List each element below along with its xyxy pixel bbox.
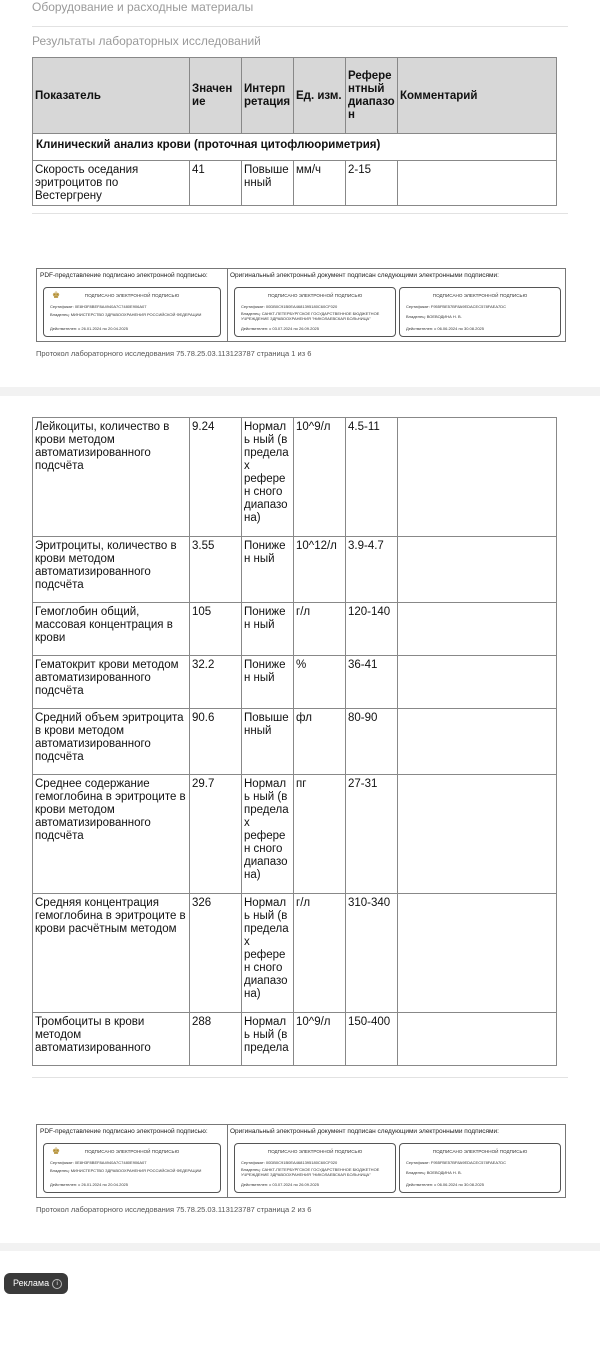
cell-unit: г/л (294, 603, 346, 656)
cell-interpretation: Нормаль ный (в предела (242, 1013, 294, 1066)
table-row (33, 418, 557, 537)
cell-unit: г/л (294, 894, 346, 1013)
stamp-valid: Действителен: с 26.01.2024 по 20.04.2025 (50, 1182, 128, 1187)
cell-value: 32.2 (190, 656, 242, 709)
divider (32, 1077, 568, 1078)
cell-interpretation: Понижен ный (242, 537, 294, 603)
table-row (33, 775, 557, 894)
cell-value: 105 (190, 603, 242, 656)
pdf-signature-panel (37, 269, 228, 341)
group-title: Клинический анализ крови (проточная цитофлюориметрия) (33, 134, 557, 161)
cell-comment (398, 603, 557, 656)
stamp-cert: Сертификат: 00DB0C91B0EA4681395180C60CF020 (241, 304, 338, 309)
cell-value: 90.6 (190, 709, 242, 775)
cell-indicator: Лейкоциты, количество в крови методом автоматизированного подсчёта (33, 418, 190, 537)
emblem-icon: ♚ (52, 290, 61, 300)
table-row (33, 709, 557, 775)
cell-unit: фл (294, 709, 346, 775)
header-interpretation: Интерпретация (242, 58, 294, 134)
divider (32, 213, 568, 214)
cell-interpretation: Понижен ный (242, 603, 294, 656)
cell-reference: 2-15 (346, 161, 398, 206)
original-signature-label: Оригинальный электронный документ подписан следующими электронными подписями: (230, 1128, 499, 1135)
cell-indicator: Эритроциты, количество в крови методом автоматизированного подсчёта (33, 537, 190, 603)
cell-value: 288 (190, 1013, 242, 1066)
cell-interpretation: Нормаль ный (в предела х референ сного диапазо на) (242, 775, 294, 894)
cell-reference: 27-31 (346, 775, 398, 894)
header-unit: Ед. изм. (294, 58, 346, 134)
cell-indicator: Средняя концентрация гемоглобина в эритроците в крови расчётным методом (33, 894, 190, 1013)
signature-stamp-doctor (399, 287, 561, 337)
signature-stamp-doctor (399, 1143, 561, 1193)
stamp-title: ПОДПИСАНО ЭЛЕКТРОННОЙ ПОДПИСЬЮ (84, 1149, 180, 1154)
stamp-owner: Владелец: ВОЕВОДИНА Н. В. (406, 1170, 462, 1175)
header-comment: Комментарий (398, 58, 557, 134)
page-break (0, 387, 600, 396)
cell-interpretation: Понижен ный (242, 656, 294, 709)
section-title-results: Результаты лабораторных исследований (32, 34, 261, 48)
table-row (33, 537, 557, 603)
stamp-valid: Действителен: с 06.06.2024 по 30.08.2025 (406, 326, 484, 331)
header-reference: Референтный диапазон (346, 58, 398, 134)
header-value: Значение (190, 58, 242, 134)
table-row (33, 161, 557, 206)
cell-indicator: Тромбоциты в крови методом автоматизированного (33, 1013, 190, 1066)
cell-interpretation: Нормаль ный (в предела х референ сного диапазо на) (242, 894, 294, 1013)
info-icon[interactable]: i (52, 1279, 62, 1289)
cell-indicator: Гематокрит крови методом автоматизированного подсчёта (33, 656, 190, 709)
stamp-valid: Действителен: с 26.01.2024 по 20.04.2025 (50, 326, 128, 331)
signature-stamp-hospital (234, 1143, 396, 1193)
section-title-equipment: Оборудование и расходные материалы (32, 0, 254, 14)
cell-indicator: Средний объем эритроцита в крови методом автоматизированного подсчёта (33, 709, 190, 775)
cell-unit: 10^12/л (294, 537, 346, 603)
stamp-title: ПОДПИСАНО ЭЛЕКТРОННОЙ ПОДПИСЬЮ (84, 293, 180, 298)
original-signature-label: Оригинальный электронный документ подписан следующими электронными подписями: (230, 272, 499, 279)
cell-interpretation: Повыше нный (242, 709, 294, 775)
cell-unit: мм/ч (294, 161, 346, 206)
stamp-cert: Сертификат: 0E8H3F8BEF8A4940A7C7480E906A07 (50, 1160, 147, 1165)
signature-block-page1 (36, 268, 566, 342)
divider (32, 26, 568, 27)
cell-unit: 10^9/л (294, 1013, 346, 1066)
emblem-icon: ♚ (52, 1146, 61, 1156)
pdf-signature-panel (37, 1125, 228, 1197)
stamp-cert: Сертификат: F955FBE57BF8A9EDACEC578FAEA7DC (406, 304, 507, 309)
stamp-valid: Действителен: с 03.07.2024 по 26.09.2025 (241, 1182, 319, 1187)
page-break (0, 1243, 600, 1251)
stamp-title: ПОДПИСАНО ЭЛЕКТРОННОЙ ПОДПИСЬЮ (267, 1149, 363, 1154)
cell-interpretation: Повышенный (242, 161, 294, 206)
cell-comment (398, 709, 557, 775)
cell-value: 3.55 (190, 537, 242, 603)
protocol-footer-page1: Протокол лабораторного исследования 75.78.25.03.113123787 страница 1 из 6 (36, 349, 312, 358)
cell-reference: 120-140 (346, 603, 398, 656)
cell-comment (398, 537, 557, 603)
cell-value: 326 (190, 894, 242, 1013)
table-row (33, 656, 557, 709)
cell-value: 29.7 (190, 775, 242, 894)
cell-indicator: Среднее содержание гемоглобина в эритроците в крови методом автоматизированного подсчёта (33, 775, 190, 894)
results-table-page2 (32, 417, 557, 1066)
ad-label: Реклама (13, 1278, 50, 1288)
table-row (33, 894, 557, 1013)
header-indicator: Показатель (33, 58, 190, 134)
cell-unit: пг (294, 775, 346, 894)
stamp-owner: Владелец: САНКТ-ПЕТЕРБУРГСКОЕ ГОСУДАРСТВЕННОЕ БЮДЖЕТНОЕ УЧРЕЖДЕНИЕ ЗДРАВООХРАНЕНИЯ "НИКОЛАЕВСКАЯ БОЛЬНИЦА" (241, 1167, 380, 1177)
cell-reference: 3.9-4.7 (346, 537, 398, 603)
cell-unit: 10^9/л (294, 418, 346, 537)
stamp-cert: Сертификат: 0E8H3F8BEF8A4940A7C7480E906A07 (50, 304, 147, 309)
stamp-owner: Владелец: САНКТ-ПЕТЕРБУРГСКОЕ ГОСУДАРСТВЕННОЕ БЮДЖЕТНОЕ УЧРЕЖДЕНИЕ ЗДРАВООХРАНЕНИЯ "НИКОЛАЕВСКАЯ БОЛЬНИЦА" (241, 311, 380, 321)
cell-reference: 150-400 (346, 1013, 398, 1066)
cell-reference: 4.5-11 (346, 418, 398, 537)
stamp-owner: Владелец: ВОЕВОДИНА Н. В. (406, 314, 462, 319)
cell-comment (398, 418, 557, 537)
signature-block-page2 (36, 1124, 566, 1198)
group-row (33, 134, 557, 161)
cell-unit: % (294, 656, 346, 709)
cell-comment (398, 894, 557, 1013)
table-row (33, 1013, 557, 1066)
cell-value: 9.24 (190, 418, 242, 537)
cell-interpretation: Нормаль ный (в предела х референ сного диапазо на) (242, 418, 294, 537)
ad-badge[interactable] (4, 1273, 68, 1294)
cell-comment (398, 161, 557, 206)
stamp-title: ПОДПИСАНО ЭЛЕКТРОННОЙ ПОДПИСЬЮ (267, 293, 363, 298)
cell-reference: 36-41 (346, 656, 398, 709)
table-header-row (33, 58, 557, 134)
cell-comment (398, 775, 557, 894)
stamp-title: ПОДПИСАНО ЭЛЕКТРОННОЙ ПОДПИСЬЮ (432, 1149, 528, 1154)
stamp-owner: Владелец: МИНИСТЕРСТВО ЗДРАВООХРАНЕНИЯ РОССИЙСКОЙ ФЕДЕРАЦИИ (50, 1168, 202, 1173)
signature-stamp-ministry (43, 1143, 221, 1193)
pdf-signature-label: PDF-представление подписано электронной подписью: (40, 272, 208, 279)
results-table-page1 (32, 57, 557, 206)
cell-reference: 310-340 (346, 894, 398, 1013)
stamp-title: ПОДПИСАНО ЭЛЕКТРОННОЙ ПОДПИСЬЮ (432, 293, 528, 298)
stamp-valid: Действителен: с 03.07.2024 по 26.09.2025 (241, 326, 319, 331)
cell-reference: 80-90 (346, 709, 398, 775)
signature-stamp-ministry (43, 287, 221, 337)
stamp-owner: Владелец: МИНИСТЕРСТВО ЗДРАВООХРАНЕНИЯ РОССИЙСКОЙ ФЕДЕРАЦИИ (50, 312, 202, 317)
stamp-cert: Сертификат: 00DB0C91B0EA4681395180C60CF020 (241, 1160, 338, 1165)
stamp-cert: Сертификат: F955FBE57BF8A9EDACEC578FAEA7DC (406, 1160, 507, 1165)
pdf-signature-label: PDF-представление подписано электронной подписью: (40, 1128, 208, 1135)
cell-indicator: Скорость оседания эритроцитов по Вестергрену (33, 161, 190, 206)
table-row (33, 603, 557, 656)
cell-indicator: Гемоглобин общий, массовая концентрация в крови (33, 603, 190, 656)
cell-comment (398, 656, 557, 709)
signature-stamp-hospital (234, 287, 396, 337)
cell-comment (398, 1013, 557, 1066)
protocol-footer-page2: Протокол лабораторного исследования 75.78.25.03.113123787 страница 2 из 6 (36, 1205, 312, 1214)
cell-value: 41 (190, 161, 242, 206)
stamp-valid: Действителен: с 06.06.2024 по 30.08.2025 (406, 1182, 484, 1187)
